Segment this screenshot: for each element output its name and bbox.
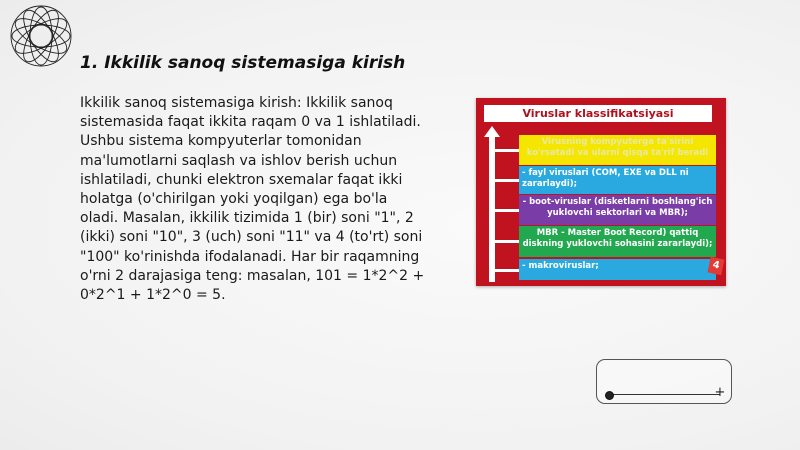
arrow-branch bbox=[495, 149, 519, 152]
zoom-control bbox=[596, 359, 732, 404]
zoom-in-button[interactable]: + bbox=[714, 385, 726, 400]
arrow-branch bbox=[495, 179, 519, 182]
slide-title: 1. Ikkilik sanoq sistemasiga kirish bbox=[80, 53, 406, 73]
slide-body-text: Ikkilik sanoq sistemasiga kirish: Ikkilik sanoq sistemasida faqat ikkita raqam 0 va 1 ishlatiladi. Ushbu sistema kompyuterlar tomonidan ma'lumotlarni saqlash va ishlov berish uchun ishlatiladi, chunki elektron sxemalar faqat ikki holatga (o'chirilgan yoki yoqilgan) ega bo'la oladi. Masalan, ikkilik tizimida 1 (bir) soni "1", 2 (ikki) soni "10", 3 (uch) soni "11" va 4 (to'rt) soni "100" ko'rinishda ifodalanadi. Har bir raqamning o'rni 2 darajasiga teng: masalan, 101 = 1*2^2 + 0*2^1 + 1*2^0 = 5. bbox=[80, 95, 425, 304]
card-macroviruses: - makroviruslar; bbox=[519, 259, 716, 280]
arrow-branch bbox=[495, 209, 519, 212]
arrow-branch bbox=[495, 269, 519, 272]
rosette-logo-icon bbox=[4, 4, 78, 68]
card-boot-viruses: - boot-viruslar (disketlarni boshlang'ich yuklovchi sektorlari va MBR); bbox=[519, 195, 716, 225]
card-file-viruses: - fayl viruslari (COM, EXE va DLL ni zararlaydi); bbox=[519, 166, 716, 194]
infographic-header: Viruslar klassifikatsiyasi bbox=[484, 105, 712, 122]
virus-classification-image bbox=[476, 98, 726, 286]
arrow-branch bbox=[495, 240, 519, 243]
card-mbr: MBR - Master Boot Record) qattiq diskning yuklovchi sohasini zararlaydi); bbox=[519, 226, 716, 257]
card-virus-effect: Virusning kompyuterga ta'sirini ko'rsatadi va ularni qisqa ta'rif beradi bbox=[519, 135, 716, 165]
zoom-slider-track[interactable] bbox=[608, 394, 720, 395]
zoom-slider-handle[interactable] bbox=[605, 391, 614, 400]
number-badge: 4 bbox=[707, 257, 724, 276]
